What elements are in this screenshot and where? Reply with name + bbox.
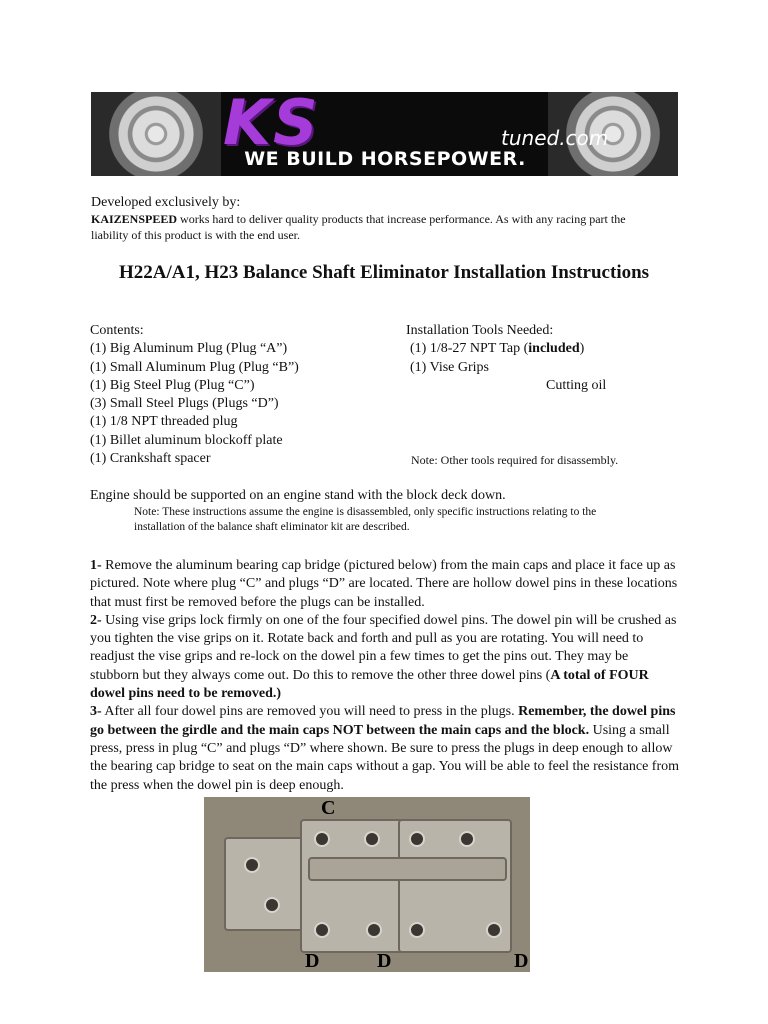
- list-item: (1) Vise Grips: [410, 359, 490, 375]
- list-item: (1) Big Aluminum Plug (Plug “A”): [90, 341, 288, 357]
- ks-logo: KS: [223, 92, 320, 159]
- list-item: (3) Small Steel Plugs (Plugs “D”): [90, 396, 279, 412]
- support-note: Note: These instructions assume the engine is disassembled, only specific instructions relating to the installation of the balance shaft eliminator kit are described.: [134, 506, 597, 533]
- bolt-hole: [364, 831, 380, 847]
- bolt-hole: [314, 922, 330, 938]
- step-1: 1- Remove the aluminum bearing cap bridge (pictured below) from the main caps and place it face up as pictured. Note where plug “C” and plugs “D” are located. There are hollow dowel pins in these locations that must first be removed before the plugs can be installed.: [90, 558, 678, 610]
- step-3: 3- After all four dowel pins are removed you will need to press in the plugs. Remember, the dowel pins go between the girdle and the main caps NOT between the main caps and the block. Using a small press, press in plug “C” and plugs “D” where shown. Be sure to press the plugs in deep enough to allow the bearing cap bridge to seat on the main caps without a gap. You will be able to feel the resistance from the press when the dowel pin is deep enough.: [90, 704, 679, 793]
- bolt-hole: [459, 831, 475, 847]
- contents-list: [90, 340, 299, 468]
- support-line: Engine should be supported on an engine stand with the block deck down.: [90, 488, 506, 503]
- instruction-steps: [90, 557, 680, 795]
- tools-section: [406, 322, 584, 377]
- bolt-hole: [366, 922, 382, 938]
- list-item: (1) Small Aluminum Plug (Plug “B”): [90, 359, 299, 375]
- plug-d-label: D: [514, 950, 529, 972]
- plug-c-label: C: [321, 797, 336, 819]
- company-name: KAIZENSPEED: [91, 212, 178, 226]
- company-statement: [91, 211, 691, 243]
- developed-by: Developed exclusively by:: [91, 195, 241, 210]
- page-title: H22A/A1, H23 Balance Shaft Eliminator Installation Instructions: [118, 262, 650, 283]
- cutting-oil: Cutting oil: [546, 378, 607, 393]
- contents-heading: Contents:: [90, 323, 144, 338]
- kstuned-banner: [91, 92, 678, 176]
- bolt-hole: [486, 922, 502, 938]
- bolt-hole: [264, 897, 280, 913]
- list-item: (1) 1/8-27 NPT Tap (included): [410, 341, 585, 357]
- company-text-2: liability of this product is with the end user.: [91, 228, 300, 242]
- banner-tagline: WE BUILD HORSEPOWER.: [244, 148, 526, 170]
- bolt-hole: [314, 831, 330, 847]
- bolt-hole: [409, 831, 425, 847]
- bolt-hole: [409, 922, 425, 938]
- logo-domain: tuned.com: [501, 126, 609, 150]
- plug-d-label: D: [305, 950, 320, 972]
- contents-section: [90, 322, 299, 468]
- step-2: 2- Using vise grips lock firmly on one of the four specified dowel pins. The dowel pin will be crushed as you tighten the vise grips on it. Rotate back and forth and pull as you are rotating. You will need to readjust the vise grips and re-lock on the dowel pin a few times to get the pins out. They may be stubborn but they always come out. Do this to remove the other three dowel pins (A total of FOUR dowel pins need to be removed.): [90, 612, 677, 702]
- list-item: (1) Crankshaft spacer: [90, 451, 211, 467]
- bearing-cap-bridge-photo: [204, 797, 530, 972]
- tools-note: Note: Other tools required for disassembly.: [411, 453, 619, 467]
- list-item: (1) Big Steel Plug (Plug “C”): [90, 377, 255, 393]
- company-text: works hard to deliver quality products that increase performance. As with any racing part the: [177, 212, 626, 226]
- bolt-hole: [244, 857, 260, 873]
- tools-list: [406, 340, 584, 377]
- list-item: (1) 1/8 NPT threaded plug: [90, 414, 238, 430]
- turbo-image-left: [91, 92, 221, 176]
- girdle-end-section: [224, 837, 308, 931]
- tools-heading: Installation Tools Needed:: [406, 323, 554, 338]
- list-item: (1) Billet aluminum blockoff plate: [90, 432, 283, 448]
- plug-d-label: D: [377, 950, 392, 972]
- girdle-rail: [308, 857, 507, 881]
